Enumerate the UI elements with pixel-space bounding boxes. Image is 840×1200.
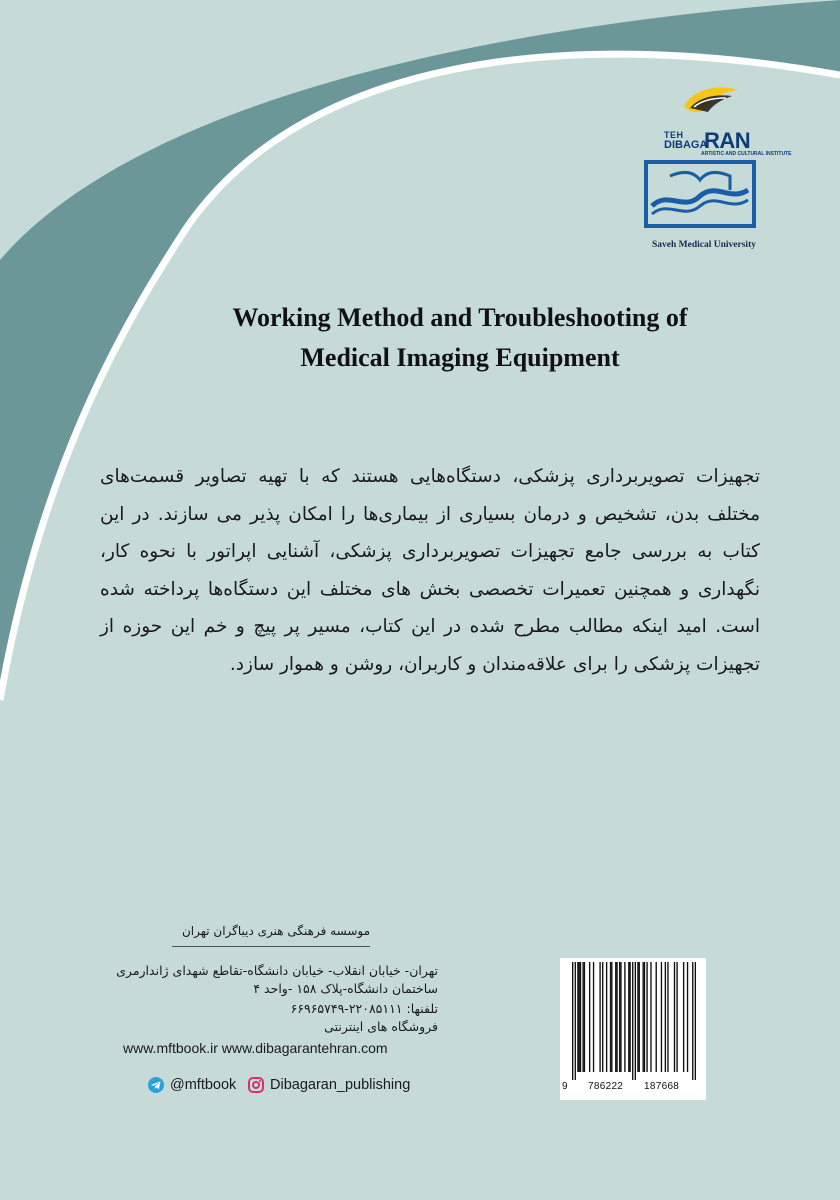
barcode-bar [624, 962, 625, 1072]
yellow-swoosh-icon [680, 80, 740, 116]
barcode-bar [629, 962, 630, 1072]
barcode-bar [692, 962, 693, 1080]
publisher-brand [664, 128, 792, 160]
barcode-bar [650, 962, 651, 1072]
barcode-bar [620, 962, 621, 1072]
barcode-bar [610, 962, 611, 1072]
phone-numbers: تلفنها: ۲۲۰۸۵۱۱۱-۶۶۹۶۵۷۴۹ [290, 1001, 438, 1016]
barcode-bar [667, 962, 668, 1072]
university-name: Saveh Medical University [652, 240, 756, 250]
instagram-handle [248, 1077, 410, 1093]
publisher-name: موسسه فرهنگی هنری دیباگران تهران [181, 924, 370, 938]
barcode-bar [606, 962, 607, 1072]
barcode-bar [628, 962, 629, 1072]
barcode-bar [665, 962, 666, 1072]
online-stores-label: فروشگاه های اینترنتی [324, 1019, 438, 1034]
barcode-bar [572, 962, 573, 1080]
barcode-bar [644, 962, 645, 1072]
telegram-text: @mftbook [170, 1077, 237, 1093]
barcode-bar [639, 962, 640, 1072]
book-description: تجهیزات تصویربرداری پزشکی، دستگاه‌هایی هستند که با تهیه تصاویر قسمت‌های مختلف بدن، تشخیص و درمان بسیاری از بیماری‌ها را امکان پذیر می سازند. در این کتاب به بررسی جامع تجهیزات تصویربرداری پزشکی، آشنایی اپراتور با نحوه کار، نگهداری و همچنین تعمیرات تخصصی بخش های مختلف این دستگاه‌ها پرداخته شده است. امید اینکه مطالب مطرح شده در این کتاب، مسیر پر پیچ و خم این حوزه از تجهیزات پزشکی را برای علاقه‌مندان و کاربران، روشن و هموار سازد. [100, 466, 760, 675]
barcode-bar [695, 962, 696, 1080]
title-line-1: Working Method and Troubleshooting of [232, 303, 688, 332]
book-wave-emblem-icon [644, 160, 756, 228]
barcode-bar [656, 962, 657, 1072]
barcode-bar [674, 962, 675, 1072]
brand-right: RAN [704, 128, 751, 153]
title-line-2: Medical Imaging Equipment [300, 343, 620, 372]
barcode-bar [593, 962, 594, 1072]
barcode-bar [615, 962, 616, 1072]
telegram-handle [148, 1077, 236, 1093]
barcode-bar [579, 962, 580, 1072]
instagram-text: Dibagaran_publishing [270, 1077, 411, 1093]
isbn-barcode [560, 958, 706, 1100]
barcode-bar [635, 962, 636, 1080]
barcode-bar [642, 962, 643, 1072]
barcode-bar [661, 962, 662, 1072]
barcode-bar [619, 962, 620, 1072]
address-line-1: تهران- خیابان انقلاب- خیابان دانشگاه-تقاطع شهدای ژاندارمری [116, 963, 438, 978]
barcode-bar [580, 962, 581, 1072]
publisher-divider [172, 946, 370, 947]
barcode-bar [582, 962, 583, 1072]
barcode-bar [584, 962, 585, 1072]
book-title [140, 298, 780, 378]
barcode-bar [599, 962, 600, 1072]
barcode-bar [616, 962, 617, 1072]
barcode-bar [637, 962, 638, 1072]
brand-subtitle: ARTISTIC AND CULTURAL INSTITUTE [701, 151, 792, 157]
barcode-bar [683, 962, 684, 1072]
barcode-bar [602, 962, 603, 1072]
brand-prefix: TEH [664, 130, 684, 140]
logo-block [634, 74, 792, 264]
barcode-bar [687, 962, 688, 1072]
barcode-bar [577, 962, 578, 1072]
barcode-bar [611, 962, 612, 1072]
barcode-bar [575, 962, 576, 1080]
barcode-bars [572, 962, 696, 1080]
telegram-icon [148, 1077, 164, 1093]
instagram-icon [248, 1077, 264, 1093]
address-line-2: ساختمان دانشگاه-پلاک ۱۵۸ -واحد ۴ [253, 981, 438, 996]
barcode-left-group: 786222 [588, 1081, 624, 1092]
barcode-first-digit: 9 [562, 1081, 568, 1092]
barcode-bar [632, 962, 633, 1080]
barcode-right-group: 187668 [644, 1081, 680, 1092]
websites: www.mftbook.ir www.dibagarantehran.com [123, 1040, 388, 1056]
barcode-bar [676, 962, 677, 1072]
barcode-bar [646, 962, 647, 1072]
barcode-bar [589, 962, 590, 1072]
brand-left: DIBAGA [664, 139, 708, 151]
